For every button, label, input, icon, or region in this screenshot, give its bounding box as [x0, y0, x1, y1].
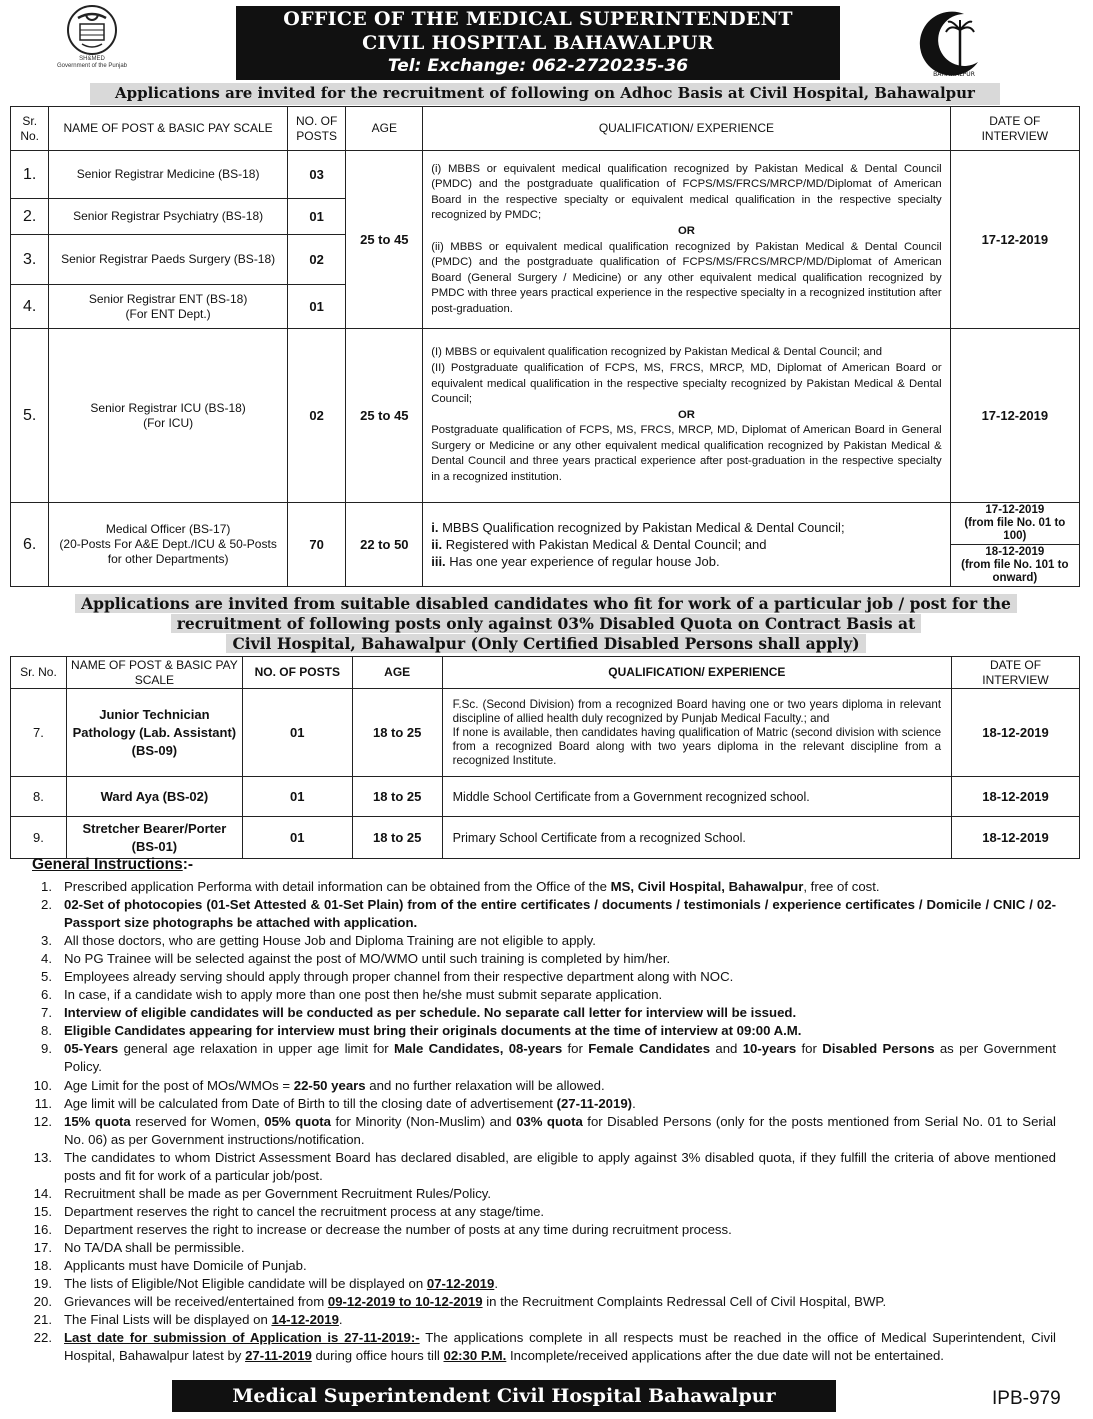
- disabled-quota-banner: [56, 594, 1036, 654]
- table-header-row: [11, 107, 1080, 151]
- item-text: during office hours till: [311, 1348, 444, 1364]
- list-item: [26, 1239, 1056, 1257]
- header-age: AGE: [346, 107, 423, 151]
- item-text: No TA/DA shall be permissible.: [64, 1239, 245, 1255]
- item-number: 11.: [34, 1095, 52, 1111]
- item-number: 2.: [41, 897, 52, 913]
- adhoc-banner: Applications are invited for the recruitment of following on Adhoc Basis at Civil Hospital, Bahawalpur: [90, 83, 1000, 105]
- item-bold: 10-years: [742, 1041, 797, 1057]
- qual-para-2: (ii) MBBS or equivalent medical qualification recognized by Pakistan Medical & Dental Council (PMDC) and the postgraduate qualification of FCPS/MS/FRCS/MRCP/MD/Diplomat of American Board (General Surgery / Medicine) or any other equivalent medical qualification recognized by PMDC with three years practical experience in the respective specialty in a recognized institution after post-graduation.: [431, 240, 942, 315]
- qual-para-1: (i) MBBS or equivalent medical qualification recognized by Pakistan Medical & Dental Council (PMDC) and the postgraduate qualification of FCPS/MS/FRCS/MRCP/MD/Diplomat of American Board in the respective specialty or equivalent medical qualification in the respective specialty recognized by PMDC;: [431, 162, 942, 222]
- list-item: [26, 1004, 1056, 1022]
- item-bold: (27-11-2019): [556, 1095, 633, 1111]
- item-text: The applications complete in all respects must be reached in the office of Medical Superintendent, Civil Hospital, Bahawalpur latest by: [64, 1330, 1056, 1364]
- item-text: and no further relaxation will be allowed.: [365, 1077, 605, 1093]
- item-bold-underline: 27-11-2019: [245, 1348, 312, 1364]
- header-name: NAME OF POST & BASIC PAY SCALE: [66, 657, 242, 689]
- list-item: [26, 1040, 1056, 1076]
- row-posts: 01: [287, 285, 346, 329]
- row-post-name: Medical Officer (BS-17): [105, 522, 231, 536]
- date-b: 18-12-2019: [985, 546, 1045, 558]
- item-bold: Male Candidates, 08-years: [394, 1041, 563, 1057]
- row-sr: 8.: [11, 777, 67, 817]
- item-bold: 15% quota: [64, 1113, 131, 1129]
- item-bold-underline: 09-12-2019 to 10-12-2019: [327, 1294, 483, 1310]
- qual-or: OR: [677, 408, 695, 421]
- item-number: 10.: [33, 1077, 52, 1093]
- header-sr: Sr. No.: [11, 107, 49, 151]
- item-bold-underline: 14-12-2019: [271, 1312, 339, 1328]
- banner2-line3: Civil Hospital, Bahawalpur (Only Certified Disabled Persons shall apply): [226, 634, 865, 653]
- list-item: [26, 986, 1056, 1004]
- header-qualification: QUALIFICATION/ EXPERIENCE: [423, 107, 950, 151]
- qual-line-3-num: iii.: [431, 554, 446, 569]
- qual-para-2: If none is available, then candidates having qualification of Matric (second division with science from a recognized Board along with two years diploma in the relevant discipline from a recognized Institute.: [452, 725, 942, 767]
- list-item: [26, 932, 1056, 950]
- item-number: 18.: [33, 1257, 52, 1273]
- row-post-sub: (For ICU): [143, 415, 194, 430]
- row-post-name: Senior Registrar ICU (BS-18): [90, 400, 246, 415]
- row-date: 17-12-2019: [950, 329, 1079, 503]
- footer-signature: Medical Superintendent Civil Hospital Bahawalpur: [172, 1380, 836, 1412]
- row-post-sub: (For ENT Dept.): [125, 306, 211, 321]
- row-qualification: Middle School Certificate from a Government recognized school.: [442, 777, 951, 817]
- list-item: [26, 1257, 1056, 1275]
- heading-suffix: :-: [182, 856, 194, 873]
- item-bold: 05% quota: [264, 1113, 331, 1129]
- row-posts: 01: [242, 817, 352, 859]
- item-text: The Final Lists will be displayed on: [64, 1312, 272, 1328]
- qual-line-3-text: Has one year experience of regular house Job.: [449, 554, 720, 569]
- item-bold: 22-50 years: [293, 1077, 366, 1093]
- item-number: 5.: [41, 969, 52, 985]
- list-item: [26, 1329, 1056, 1365]
- qual-line-1-text: MBBS Qualification recognized by Pakistan Medical & Dental Council;: [442, 520, 845, 535]
- item-text: Grievances will be received/entertained from: [64, 1294, 328, 1310]
- row-post-name-cell: [49, 285, 287, 329]
- list-item: [26, 896, 1056, 932]
- item-number: 14.: [33, 1185, 52, 1201]
- item-text: Age limit will be calculated from Date of Birth to till the closing date of advertisement: [64, 1095, 557, 1111]
- item-text: Department reserves the right to cancel the recruitment process at any stage/time.: [64, 1203, 545, 1219]
- item-bold: 03% quota: [516, 1113, 583, 1129]
- list-item: [26, 1185, 1056, 1203]
- row-qualification: [423, 503, 950, 587]
- row-sr: 3.: [11, 235, 49, 285]
- header-date: DATE OF INTERVIEW: [950, 107, 1079, 151]
- list-item: [26, 1203, 1056, 1221]
- header-name: NAME OF POST & BASIC PAY SCALE: [49, 107, 287, 151]
- qual-para-2: (II) Postgraduate qualification of FCPS, MS, FRCS, MRCP, MD, Diplomat of American Board or equivalent medical qualification in the respective specialty recognized by Pakistan Medical & Dental Council;: [431, 361, 942, 406]
- list-item: [26, 1293, 1056, 1311]
- qual-line-3: [431, 553, 941, 570]
- qual-line-2-text: Registered with Pakistan Medical & Dental Council; and: [445, 537, 767, 552]
- list-item: [26, 1077, 1056, 1095]
- row-post-name-cell: [49, 329, 287, 503]
- general-instructions-heading: [32, 856, 193, 874]
- list-item: [26, 1221, 1056, 1239]
- item-bold: MS, Civil Hospital, Bahawalpur: [610, 879, 804, 894]
- item-text: All those doctors, who are getting House Job and Diploma Training are not eligible to apply.: [64, 933, 596, 949]
- banner2-line1: Applications are invited from suitable disabled candidates who fit for work of a particular job / post for the: [75, 594, 1017, 613]
- row-post-name: Junior Technician Pathology (Lab. Assistant) (BS-09): [66, 689, 242, 777]
- qual-line-2-num: ii.: [431, 537, 443, 552]
- item-text: The candidates to whom District Assessment Board has declared disabled, are eligible to apply against 3% disabled quota, if they fulfill the criteria of above mentioned posts and fit for work of a particular job/post.: [64, 1149, 1056, 1183]
- item-text: , free of cost.: [803, 879, 880, 894]
- qual-para-1: F.Sc. (Second Division) from a recognized Board having one or two years diploma in relevant discipline of allied health duly recognized by Punjab Medical Faculty.; and: [452, 697, 942, 725]
- row-post-name: Senior Registrar Medicine (BS-18): [49, 151, 287, 199]
- row-date-a: [950, 503, 1079, 545]
- row-post-name: Senior Registrar Paeds Surgery (BS-18): [49, 235, 287, 285]
- item-number: 12.: [33, 1113, 52, 1129]
- qual-line-2: [431, 536, 941, 553]
- item-text: for Disabled Persons (only for the posts mentioned from Serial No. 01 to Serial No. 06) as per Government instructions/notification.: [64, 1113, 1056, 1147]
- row-qualification: [423, 329, 950, 503]
- header-date: DATE OF INTERVIEW: [952, 657, 1080, 689]
- list-item: [26, 1095, 1056, 1113]
- item-text: Department reserves the right to increase or decrease the number of posts at any time during recruitment process.: [64, 1221, 732, 1237]
- row-age: 22 to 50: [346, 503, 423, 587]
- item-text: .: [632, 1095, 636, 1111]
- row-age: 25 to 45: [346, 151, 423, 329]
- row-qualification: [442, 689, 951, 777]
- row-sr: 9.: [11, 817, 67, 859]
- row-posts: 01: [287, 199, 346, 235]
- item-text: Recruitment shall be made as per Government Recruitment Rules/Policy.: [64, 1185, 492, 1201]
- logo-caption-1: SH&MED: [79, 56, 105, 62]
- item-number: 15.: [33, 1203, 52, 1219]
- item-text: and: [710, 1041, 743, 1057]
- item-text: In case, if a candidate wish to apply more than one post then he/she must submit separate application.: [64, 987, 663, 1003]
- row-date: 18-12-2019: [952, 817, 1080, 859]
- item-bold: Female Candidates: [588, 1041, 711, 1057]
- row-posts: 01: [242, 777, 352, 817]
- header-age: AGE: [352, 657, 442, 689]
- header-posts: NO. OF POSTS: [287, 107, 346, 151]
- item-number: 1.: [41, 879, 52, 894]
- row-age: 18 to 25: [352, 817, 442, 859]
- item-text: for: [562, 1041, 589, 1057]
- row-posts: 70: [287, 503, 346, 587]
- row-post-name-cell: [49, 503, 287, 587]
- item-text: Employees already serving should apply through proper channel from their respective department along with NOC.: [64, 969, 734, 985]
- row-post-name: Senior Registrar Psychiatry (BS-18): [49, 199, 287, 235]
- qual-para-3: Postgraduate qualification of FCPS, MS, FRCS, MRCP, MD, Diplomat of American Board in General Surgery or Medicine or any other equivalent medical qualification recognized by Pakistan Medical & Dental Council and three years practical experience after post-graduation in the respective specialty in a recognized institution.: [431, 424, 942, 484]
- banner2-line2: recruitment of following posts only against 03% Disabled Quota on Contract Basis at: [171, 614, 921, 633]
- item-bold: Eligible Candidates appearing for interview must bring their originals documents at the time of interview at 09:00 A.M.: [64, 1023, 802, 1039]
- table-row: [11, 777, 1080, 817]
- civil-hospital-logo: [912, 6, 986, 80]
- item-text: for Minority (Non-Muslim) and: [331, 1113, 517, 1129]
- item-text: Age Limit for the post of MOs/WMOs =: [64, 1077, 294, 1093]
- title-box: [236, 6, 840, 80]
- item-number: 3.: [41, 933, 52, 949]
- table-header-row: [11, 657, 1080, 689]
- item-number: 17.: [33, 1239, 52, 1255]
- row-post-name: Stretcher Bearer/Porter (BS-01): [66, 817, 242, 859]
- office-title: OFFICE OF THE MEDICAL SUPERINTENDENT: [283, 8, 793, 30]
- crescent-palm-icon: [912, 6, 986, 80]
- row-sr: 4.: [11, 285, 49, 329]
- item-text: in the Recruitment Complaints Redressal Cell of Civil Hospital, BWP.: [482, 1294, 887, 1310]
- header-sr: Sr. No.: [11, 657, 67, 689]
- item-number: 6.: [41, 987, 52, 1003]
- row-sr: 2.: [11, 199, 49, 235]
- list-item: [26, 878, 1056, 896]
- row-posts: 03: [287, 151, 346, 199]
- logo-caption-2: Government of the Punjab: [56, 63, 128, 69]
- item-text: Incomplete/received applications after the due date will not be entertained.: [506, 1348, 944, 1364]
- item-text: reserved for Women,: [130, 1113, 265, 1129]
- row-date-b: [950, 545, 1079, 587]
- item-number: 20.: [33, 1294, 52, 1310]
- row-age: 18 to 25: [352, 777, 442, 817]
- list-item: [26, 968, 1056, 986]
- row-posts: 02: [287, 235, 346, 285]
- header-qualification: QUALIFICATION/ EXPERIENCE: [442, 657, 951, 689]
- row-post-sub: (20-Posts For A&E Dept./ICU & 50-Posts for other Departments): [59, 537, 277, 566]
- item-number: 22.: [33, 1330, 52, 1346]
- row-posts: 01: [242, 689, 352, 777]
- item-bold: Disabled Persons: [822, 1041, 935, 1057]
- item-number: 13.: [33, 1149, 52, 1165]
- row-sr: 1.: [11, 151, 49, 199]
- item-bold: 02-Set of photocopies (01-Set Attested & 01-Set Plain) from of the entire certificates / documents / testimonials / experience certificates / Domicile / CNIC / 02-Passport size photographs be attached with application.: [64, 897, 1056, 931]
- row-post-name: Ward Aya (BS-02): [66, 777, 242, 817]
- qual-or: OR: [677, 224, 695, 237]
- item-bold-underline: 07-12-2019: [426, 1276, 495, 1292]
- row-age: 18 to 25: [352, 689, 442, 777]
- row-sr: 6.: [11, 503, 49, 587]
- disabled-quota-table: [10, 656, 1080, 859]
- heading-text: General Instructions: [32, 856, 183, 873]
- qual-para-1: (I) MBBS or equivalent qualification recognized by Pakistan Medical & Dental Council; and: [431, 346, 883, 359]
- item-number: 16.: [33, 1221, 52, 1237]
- date-a-sub: (from file No. 01 to 100): [964, 517, 1066, 542]
- item-bold: Interview of eligible candidates will be conducted as per schedule. No separate call letter for interview will be issued.: [64, 1005, 797, 1021]
- row-qualification: Primary School Certificate from a recognized School.: [442, 817, 951, 859]
- row-posts: 02: [287, 329, 346, 503]
- hospital-title: CIVIL HOSPITAL BAHAWALPUR: [362, 32, 714, 54]
- item-number: 9.: [41, 1041, 52, 1057]
- date-b-sub: (from file No. 101 to onward): [961, 559, 1069, 584]
- list-item: [26, 950, 1056, 968]
- qual-line-1: [431, 519, 941, 536]
- list-item: [26, 1311, 1056, 1329]
- header-posts: NO. OF POSTS: [242, 657, 352, 689]
- list-item: [26, 1149, 1056, 1185]
- item-bold-underline: Last date for submission of Application is 27-11-2019:-: [64, 1330, 420, 1346]
- item-number: 8.: [41, 1023, 52, 1039]
- item-text: Prescribed application Performa with detail information can be obtained from the Office of the: [64, 879, 611, 894]
- row-sr: 5.: [11, 329, 49, 503]
- item-text: for: [796, 1041, 823, 1057]
- row-qualification: [423, 151, 950, 329]
- item-text: as per Government Policy.: [64, 1041, 1056, 1075]
- punjab-emblem-icon: [66, 4, 118, 56]
- item-text: No PG Trainee will be selected against the post of MO/WMO until such training is completed by him/her.: [64, 951, 671, 967]
- item-number: 19.: [33, 1276, 52, 1292]
- page-header: [0, 0, 1093, 82]
- logo-text: BAHAWALPUR: [933, 71, 975, 78]
- table-row: [11, 817, 1080, 859]
- row-date: 18-12-2019: [952, 689, 1080, 777]
- row-post-name: Senior Registrar ENT (BS-18): [88, 291, 248, 306]
- item-number: 4.: [41, 951, 52, 967]
- instructions-list: [26, 878, 1056, 1365]
- item-bold-underline: 02:30 P.M.: [443, 1348, 507, 1364]
- list-item: [26, 1113, 1056, 1149]
- item-text: general age relaxation in upper age limit for: [118, 1041, 395, 1057]
- row-date: 18-12-2019: [952, 777, 1080, 817]
- date-a: 17-12-2019: [985, 504, 1045, 516]
- qual-line-1-num: i.: [431, 520, 439, 535]
- table-row: [11, 503, 1080, 545]
- telephone-line: Tel: Exchange: 062-2720235-36: [387, 56, 689, 76]
- list-item: [26, 1022, 1056, 1040]
- table-row: [11, 329, 1080, 503]
- punjab-government-logo: [52, 4, 132, 80]
- item-bold: 05-Years: [64, 1041, 119, 1057]
- item-text: The lists of Eligible/Not Eligible candidate will be displayed on: [64, 1276, 427, 1292]
- row-age: 25 to 45: [346, 329, 423, 503]
- list-item: [26, 1275, 1056, 1293]
- item-text: Applicants must have Domicile of Punjab.: [64, 1257, 307, 1273]
- table-row: [11, 689, 1080, 777]
- item-number: 21.: [33, 1312, 52, 1328]
- item-number: 7.: [41, 1005, 52, 1021]
- row-date: 17-12-2019: [950, 151, 1079, 329]
- item-text: .: [338, 1312, 343, 1328]
- table-row: [11, 151, 1080, 199]
- adhoc-posts-table: [10, 106, 1080, 587]
- row-sr: 7.: [11, 689, 67, 777]
- ipb-number: IPB-979: [992, 1388, 1061, 1409]
- item-text: .: [494, 1276, 498, 1292]
